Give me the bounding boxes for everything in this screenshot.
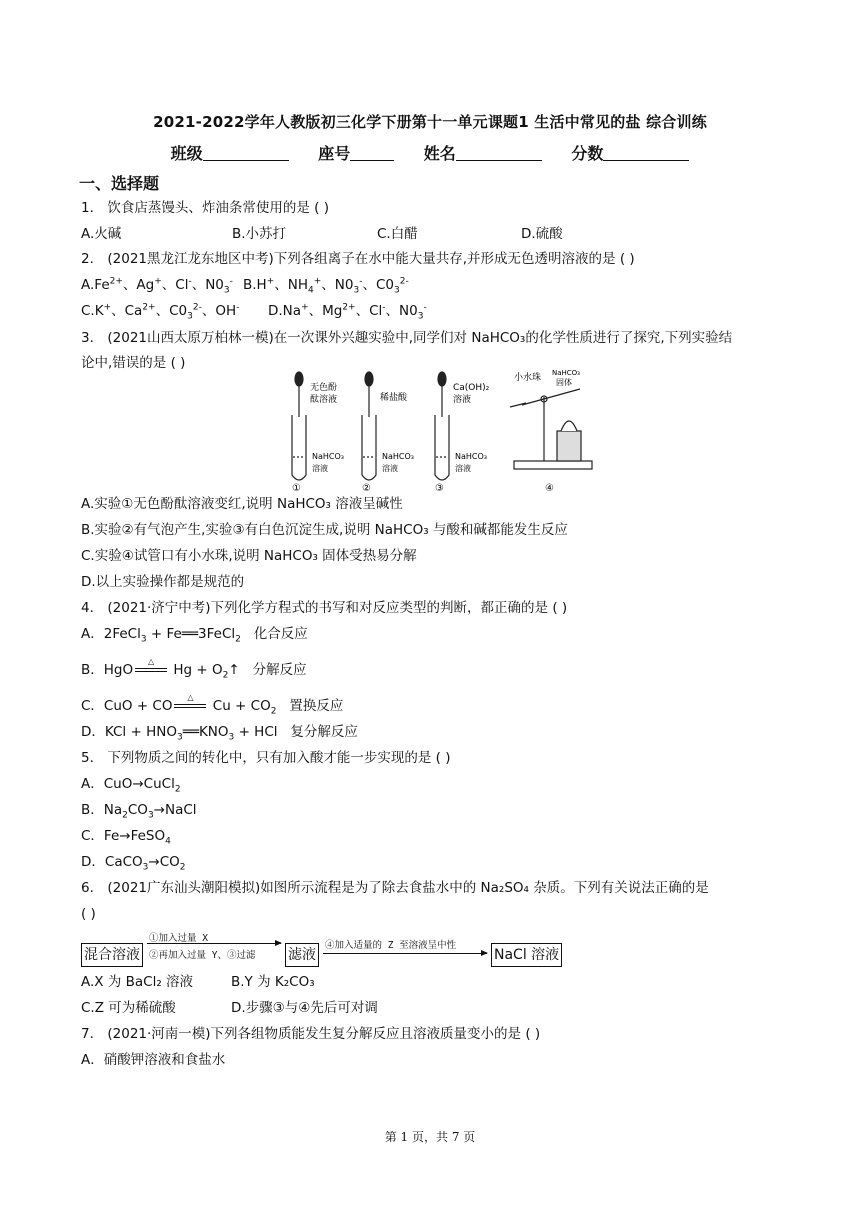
q5-option-c[interactable]: C．Fe→FeSO$_4$ bbox=[81, 828, 171, 847]
page-footer: 第 1 页，共 7 页 bbox=[384, 1130, 476, 1144]
q5-option-a[interactable]: A．CuO→CuCl$_2$ bbox=[81, 776, 181, 795]
flow-box-mixed: 混合溶液 bbox=[81, 943, 143, 967]
q3-stem-line1: 3． (2021山西太原万柏林一模)在一次课外兴趣实验中,同学们对 NaHCO₃的化学性质进行了探究,下列实验结 bbox=[81, 330, 733, 346]
q3-option-a[interactable]: A.实验①无色酚酞溶液变红,说明 NaHCO₃ 溶液呈碱性 bbox=[81, 496, 403, 512]
q5-option-b[interactable]: B．$Na_2CO_3\to NaCl$ bbox=[81, 802, 197, 821]
water-droplet-label: 小水珠 bbox=[514, 373, 542, 383]
q6-option-b[interactable]: B.Y 为 K₂CO₃ bbox=[231, 974, 315, 990]
q2-option-b[interactable]: B.H+、$NH_4^+$、$N0_3^-$、$C0_3^{2-}$ bbox=[243, 276, 409, 296]
q7-stem: 7． (2021·河南一模)下列各组物质能发生复分解反应且溶液质量变小的是 ( ) bbox=[81, 1026, 541, 1042]
q2-option-d[interactable]: D.Na+、$Mg^{2+}$、Cl-、$N0_3^-$ bbox=[268, 302, 427, 322]
tube2-solution-label-2: 溶液 bbox=[382, 464, 398, 473]
q3-option-d[interactable]: D.以上实验操作都是规范的 bbox=[81, 574, 245, 590]
q1-option-c[interactable]: C.白醋 bbox=[377, 226, 418, 242]
q6-stem-line1: 6． (2021广东汕头潮阳模拟)如图所示流程是为了除去食盐水中的 Na₂SO₄ 杂质。下列有关说法正确的是 bbox=[81, 880, 709, 896]
q2-option-c[interactable]: C.K+、$Ca^{2+}$、$C0_3^{2-}$、OH- bbox=[81, 302, 240, 322]
q6-stem-line2: ( ) bbox=[81, 906, 96, 922]
q6-options-row1 bbox=[81, 973, 315, 991]
q5-stem: 5． 下列物质之间的转化中，只有加入酸才能一步实现的是 ( ) bbox=[81, 750, 451, 766]
q2-options-row1 bbox=[81, 276, 409, 294]
q4-option-d[interactable]: D．KCl + $HNO_3══KNO_3$ + HCl 复分解反应 bbox=[81, 724, 358, 743]
q6-option-c[interactable]: C.Z 可为稀硫酸 bbox=[81, 1000, 176, 1016]
q3-option-c[interactable]: C.实验④试管口有小水珠,说明 NaHCO₃ 固体受热易分解 bbox=[81, 548, 417, 564]
q3-stem-line2: 论中,错误的是 ( ) bbox=[81, 355, 186, 371]
tube1-solution-label-2: 溶液 bbox=[312, 464, 328, 473]
flow-arrow-2 bbox=[323, 953, 487, 954]
q6-options-row2 bbox=[81, 999, 378, 1017]
tube1-number: ① bbox=[292, 483, 301, 492]
solid-label: NaHCO₃ bbox=[552, 369, 580, 377]
setup-number: ④ bbox=[545, 483, 554, 492]
q1-option-a[interactable]: A.火碱 bbox=[81, 226, 122, 242]
tube2-solution-label: NaHCO₃ bbox=[382, 452, 414, 461]
q1-option-b[interactable]: B.小苏打 bbox=[232, 226, 287, 242]
q6-option-d[interactable]: D.步骤③与④先后可对调 bbox=[231, 1000, 378, 1016]
q4-option-a[interactable]: A．2FeCl$_3$ + Fe══3FeCl$_2$ 化合反应 bbox=[81, 626, 308, 645]
q2-option-a[interactable]: $A.Fe^{2+}$、Ag+、Cl-、$N0_3^-$ bbox=[81, 276, 233, 296]
flow-step-3: ④加入适量的 Z 至溶液呈中性 bbox=[325, 940, 457, 951]
tube3-solution-label: NaHCO₃ bbox=[455, 452, 487, 461]
flow-box-nacl: NaCl 溶液 bbox=[491, 943, 562, 967]
flow-step-1: ①加入过量 X bbox=[149, 933, 208, 944]
q4-option-b[interactable]: B．HgO △ $Hg + O_2↑$ 分解反应 bbox=[81, 657, 307, 681]
tube2-number: ② bbox=[362, 483, 371, 492]
tube1-solution-label: NaHCO₃ bbox=[312, 452, 344, 461]
tube3-number: ③ bbox=[435, 483, 444, 492]
flow-step-2: ②再加入过量 Y、③过滤 bbox=[149, 950, 256, 961]
section-heading: 一、选择题 bbox=[79, 174, 160, 193]
q6-option-a[interactable]: A.X 为 BaCl₂ 溶液 bbox=[81, 974, 194, 990]
q1-option-d[interactable]: D.硫酸 bbox=[521, 226, 563, 242]
tube3-reagent-label: Ca(OH)₂ bbox=[453, 383, 490, 393]
seat-field[interactable]: 座号 bbox=[318, 141, 394, 164]
tube2-reagent-label: 稀盐酸 bbox=[380, 393, 408, 403]
q1-stem: 1． 饮食店蒸馒头、炸油条常使用的是 ( ) bbox=[81, 200, 329, 216]
student-info-line bbox=[0, 141, 860, 164]
solid-label-2: 固体 bbox=[556, 378, 572, 387]
tube1-reagent-label-2: 酞溶液 bbox=[310, 395, 338, 405]
tube3-reagent-label-2: 溶液 bbox=[453, 395, 472, 405]
class-field[interactable]: 班级 bbox=[171, 141, 289, 164]
q7-option-a[interactable]: A．硝酸钾溶液和食盐水 bbox=[81, 1052, 226, 1068]
q2-stem: 2． (2021黑龙江龙东地区中考)下列各组离子在水中能大量共存,并形成无色透明溶液的是 ( ) bbox=[81, 251, 635, 267]
tube-3 bbox=[435, 372, 449, 480]
score-field[interactable]: 分数 bbox=[571, 141, 689, 164]
flow-box-filtrate: 滤液 bbox=[285, 943, 319, 967]
tube3-solution-label-2: 溶液 bbox=[455, 464, 471, 473]
q2-options-row2 bbox=[81, 302, 427, 320]
experiment-apparatus-figure bbox=[282, 367, 602, 492]
tube-1 bbox=[292, 372, 306, 480]
q3-option-b[interactable]: B.实验②有气泡产生,实验③有白色沉淀生成,说明 NaHCO₃ 与酸和碱都能发生反应 bbox=[81, 522, 568, 538]
q4-option-c[interactable]: C．CuO + CO △ $Cu + CO_2$ 置换反应 bbox=[81, 693, 344, 717]
q1-options bbox=[81, 225, 563, 243]
tube1-reagent-label: 无色酚 bbox=[310, 383, 338, 393]
name-field[interactable]: 姓名 bbox=[424, 141, 542, 164]
page-title: 2021-2022学年人教版初三化学下册第十一单元课题1 生活中常见的盐 综合训练 bbox=[153, 113, 707, 131]
heating-setup bbox=[510, 389, 592, 469]
q4-stem: 4． (2021·济宁中考)下列化学方程式的书写和对反应类型的判断，都正确的是 ( ) bbox=[81, 600, 568, 616]
flow-arrow-1 bbox=[147, 943, 281, 944]
tube-2 bbox=[362, 372, 376, 480]
q5-option-d[interactable]: D．$CaCO_3\to CO_2$ bbox=[81, 854, 186, 873]
